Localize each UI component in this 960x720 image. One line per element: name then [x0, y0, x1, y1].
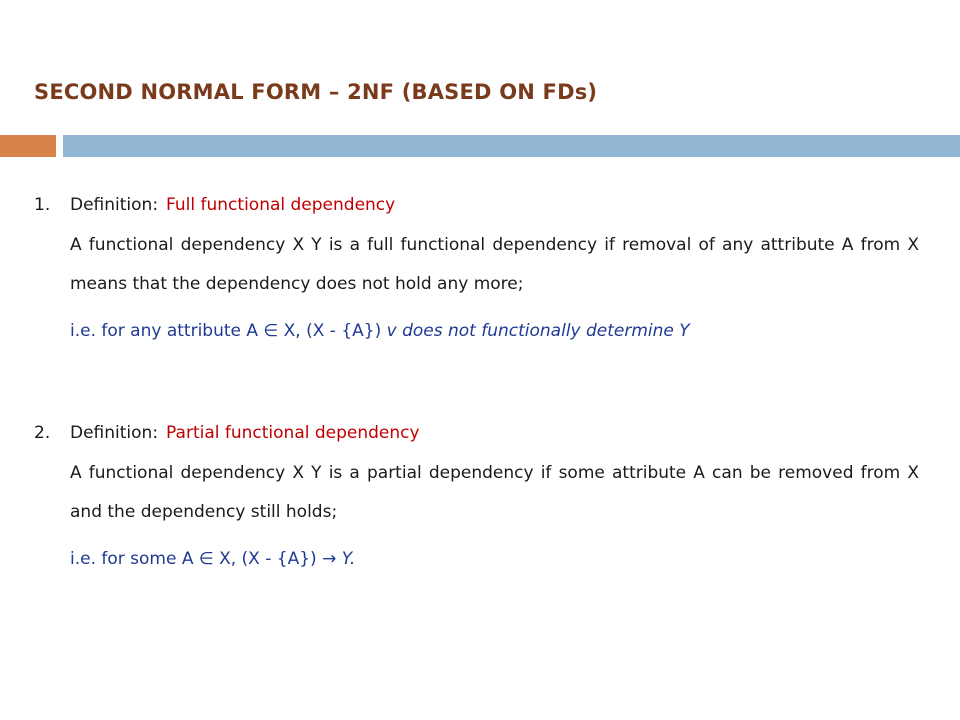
definition-paragraph: A functional dependency X Y is a partial dependency if some attribute A can be removed from X and the dependency still holds; — [70, 463, 919, 522]
ie-statement — [70, 316, 919, 346]
definition-heading — [34, 418, 919, 448]
list-number: 2. — [34, 423, 51, 443]
definition-paragraph: A functional dependency X Y is a full functional dependency if removal of any attribute A from X means that the dependency does not hold any more; — [70, 235, 919, 294]
definition-term: Full functional dependency — [166, 195, 396, 215]
arrow-icon: → — [322, 549, 337, 569]
definition-item-partial — [34, 418, 919, 574]
definition-label: Definition: — [70, 195, 159, 215]
ie-prefix: i.e. for any attribute A ∈ X, (X - {A}) — [70, 321, 387, 341]
definition-item-full — [34, 190, 919, 346]
ie-statement — [70, 544, 919, 574]
list-number: 1. — [34, 195, 51, 215]
definition-term: Partial functional dependency — [166, 423, 420, 443]
title-band — [63, 135, 960, 157]
slide-content — [34, 190, 919, 574]
ie-italic: v does not functionally determine Y — [386, 321, 690, 341]
ie-italic: Y. — [336, 549, 356, 569]
definition-heading — [34, 190, 919, 220]
ie-prefix: i.e. for some A ∈ X, (X - {A}) — [70, 549, 323, 569]
title-band-accent — [0, 135, 56, 157]
definition-label: Definition: — [70, 423, 159, 443]
slide-title: SECOND NORMAL FORM – 2NF (BASED ON FDs) — [34, 80, 598, 104]
